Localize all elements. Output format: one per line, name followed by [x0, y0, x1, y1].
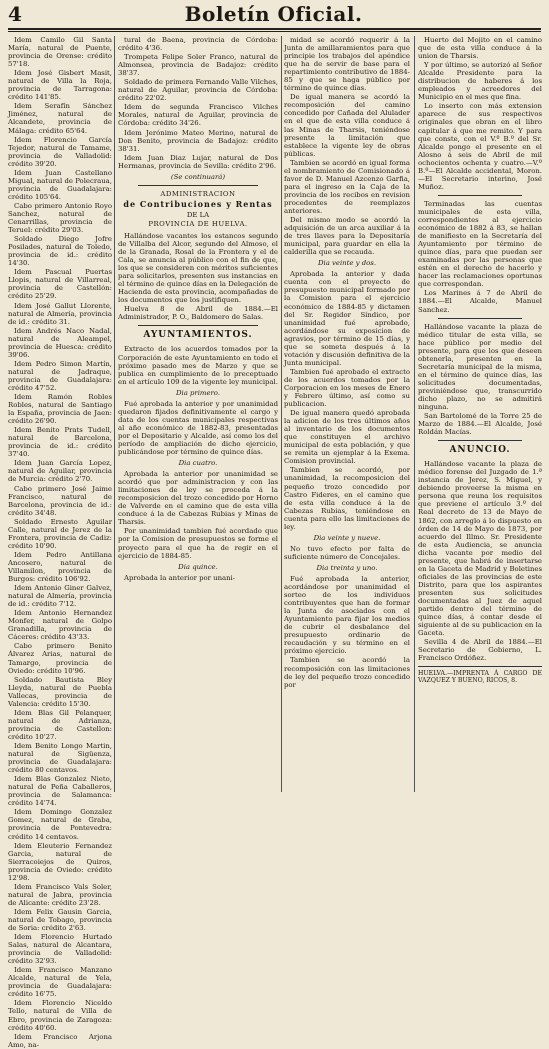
ayuntamientos-intro: Extracto de los acuerdos tomados por la Corporación de este Ayuntamiento en todo el próximo pasado mes de Marzo y que se publica en cumplimiento de lo preceptuado en el artículo 109 de la vigente ley municipal. [118, 345, 278, 386]
paragraph: Aprobada la anterior y dada cuenta con el proyecto de presupuesto municipal formado por la Comision para el ejercicio económico de 1884-85 y dictamen del Sr. Regidor Síndico, por unanimidad fué aprobado, acordándose su exposicion de agravios, por término de 15 días, y que se someta después á la votación y discusión definitiva de la Junta municipal. [284, 270, 410, 367]
day-22-text [284, 270, 410, 531]
list-entry: Cabo primero Antonio Royo Sanchez, natural de Cenarrillas, provincia de Teruel: crédito 29'03. [8, 201, 112, 235]
list-entry: Idem Eleuterio Fernandez Garcia, natural de Sierracoiejos de Quiros, provincia de Oviedo: crédito 12'98. [8, 841, 112, 882]
list-entry: Idem Serafín Sánchez Jiménez, natural de Alcandete, provincia de Málaga: crédito 65'64. [8, 102, 112, 135]
paragraph: Los Marines á 7 de Abril de 1884.—El Alcalde, Manuel Sanchez. [418, 289, 542, 314]
list-entry: Idem Camilo Gil Santa María, natural de Puente, provincia de Orense: crédito 57'18. [8, 36, 112, 69]
list-entry: Soldado Diego Jofre Posilades, natural de Toledo, provincia de id.: crédito 14'30. [8, 235, 112, 268]
list-entry: Soldado Ernesto Aguilar Calle, natural de Jerez de la Frontera, provincia de Cadiz: crédito 10'90. [8, 517, 112, 550]
day-29-text: No tuvo efecto por falta de suficiente número de Concejales. [284, 544, 410, 561]
paragraph: Huerto del Mojito en el camino que de esta villa conduce á la union de Tharsis. [418, 36, 542, 61]
admin-province: PROVINCIA DE HUELVA. [148, 219, 248, 228]
page-number: 4 [8, 2, 22, 26]
day-heading-4: Dia cuatro. [178, 459, 218, 468]
list-entry: tural de Baena, provincia de Córdoba: crédito 4'36. [118, 36, 278, 53]
anuncio-heading: ANUNCIO. [449, 445, 511, 456]
admin-subheading: de Contribuciones y Rentas [123, 198, 273, 209]
list-entry: Idem de segunda Francisco Vilches Morales, natural de Aguilar, provincia de Córdoba: crédito 34'26. [118, 103, 278, 128]
header-rule-thin [8, 31, 541, 32]
los-marines-notice [418, 200, 542, 314]
column-divider [414, 36, 415, 792]
list-entry: Idem Juan Castellano Migual, natural de Polecraua, provincia de Guadalajara: crédito 105'64. [8, 168, 112, 201]
list-entry: Cabo primero Benito Álvarez Arias, natural de Tamargo, provincia de Oviedo: crédito 10'96. [8, 642, 112, 675]
list-entry: Soldado de primera Fernando Valle Vilches, natural de Aguilar, provincia de Córdoba: crédito 22'02. [118, 78, 278, 103]
list-entry: Idem Andrés Naco Nadal, natural de Aleampel, provincia de Huesca: crédito 39'06. [8, 326, 112, 359]
paragraph: Sevilla 4 de Abril de 1884.—El Secretario de Gobierno, L. Francisco Ordóñez. [418, 638, 542, 663]
list-entry: Idem Francisco Manzano Alcalde, natural de Yela, provincia de Guadalajara: crédito 16'75. [8, 966, 112, 999]
list-entry: Idem Benito Prats Tudell, natural de Barcelona, provincia de id.: crédito 37'40. [8, 426, 112, 459]
paragraph: Huelva 8 de Abril de 1884.—El Administrador, P. O., Baldomero de Salas. [118, 305, 278, 322]
day-heading-29: Dia veinte y nueve. [313, 533, 381, 542]
list-entry: Idem Benito Longo Martin, natural de Sigüenza, provincia de Guadalajara: crédito 80 centavos. [8, 741, 112, 775]
section-divider [438, 440, 522, 441]
paragraph: Tambien se acordó la recomposición con las limitaciones de ley del pequeño trozo concedido por [284, 656, 410, 689]
list-entry: Idem Pascual Puertas Llopis, natural de Villarreal, provincia de Castellón: crédito 25'29. [8, 268, 112, 301]
list-entry: Idem Florencio Niceldo Tello, natural de Villa de Ebro, provincia de Zaragoza: crédito 40'60. [8, 999, 112, 1032]
list-entry: Soldado Bautista Bley Lleyda, natural de Puebla Vallecas, provincia de Valencia: crédito 15'30. [8, 675, 112, 708]
list-entry: Idem Ramón Robles Robles, natural de Santiago la España, provincia de Jaen: crédito 26'90. [8, 393, 112, 426]
day-31-text [284, 575, 410, 689]
paragraph: Lo inserto con más extension aparece de sus respectivos originales que obran en el libro capitular á que me remito. Y para que conste, con el V.º B.º del Sr. Alcalde pongo el presente en el Alosno á seis de Abril de mil ochocientos ochenta y cuatro.—V.º B.º—El Alcalde accidental, Moron.—El Secretario interino, José Muñoz. [418, 102, 542, 191]
paragraph: midad se acordó requerir á la Junta de amillaramientos para que principie los trabajos del apéndice que ha de servir de base para el repartimiento contributivo de 1884-85 y que se haga público por término de quince días. [284, 36, 410, 93]
paragraph: Terminadas las cuentas municipales de esta villa, correspondientes al ejercicio económico de 1882 á 83, se hallan de manifiesto en la Secretaría del Ayuntamiento por término de quince días, para que puedan ser examinadas por las personas que estén en el derecho de hacerlo y hacer las reclamaciones oportunas que correspondan. [418, 199, 542, 289]
paragraph: Por unanimidad tambien fué acordado que por la Comision de presupuestos se forme el proyecto para el que ha de regir en el ejercicio de 1884-85. [118, 527, 278, 560]
paragraph: Tambien se acordó en igual forma el nombramiento de Comisionado á favor de D. Manuel Azcenzo Garfia, para el ingreso en la Caja de la provincia de los recibos en revision procedentes de reemplazos anteriores. [284, 158, 410, 215]
admin-heading: ADMINISTRACION [160, 189, 236, 198]
list-entry: Idem Domingo Gonzalez Gomez, natural de Graba, provincia de Pontevedra: crédito 14 centavos. [8, 808, 112, 841]
soldier-list-continued [118, 36, 278, 170]
column-divider [114, 36, 115, 792]
column-divider [281, 36, 282, 792]
list-entry: Cabo primero José Jaime Francisco, natural de Barcelona, provincia de id.: crédito 34'48. [8, 484, 112, 517]
paragraph: Hallándose vacantes los estancos segundo de Villalba del Alcor, segundo del Almoso, el de la Granada, Rosal de la Frontera y el de Cala, se anuncia al público con el fin de que, los que se consideren con méritos suficientes para solicitarlos, presenten sus instancias en el término de quince días en la Delegación de Hacienda de esta provincia, acompañadas de los documentos que los justifiquen. [118, 231, 278, 305]
list-entry: Idem Juan García Lopez, natural de Aguilar, provincia de Murcia: crédito 2'70. [8, 459, 112, 484]
day-heading-22: Dia veinte y dos. [317, 259, 377, 268]
printer-imprint: HUELVA.—IMPRENTA Á CARGO DE VAZQUEZ Y BUENO, RICOS, 8. [418, 666, 542, 684]
paragraph: De igual manera quedó aprobada la adicion de los tres últimos años al inventario de los documentos que constituyen el archivo municipal de esta población, y que se remita un ejemplar á la Exema. Comision provincial. [284, 409, 410, 466]
paragraph: De igual manera se acordó la recomposición del camino concedido por Cañada del Alulader en el que de esta villa conduce á las Minas de Tharsis, teniéndose presente la limitación que establece la vigente ley de obras públicas. [284, 93, 410, 158]
page-title: Boletín Oficial. [184, 2, 363, 26]
list-entry: Idem Francisco Vals Soler, natural de Jabra, provincia de Alicante: crédito 23'28. [8, 882, 112, 907]
list-entry: Idem Juan Diaz Lujar, natural de Dos Hermanas, provincia de Sevilla: crédito 2'96. [118, 153, 278, 170]
day-heading-1: Dia primero. [175, 388, 221, 397]
day-15-text: Aprobada la anterior por unani- [124, 573, 236, 582]
continuation-note: (Se continuará) [170, 172, 226, 181]
paragraph: Hallándose vacante la plaza de médico titular de esta villa, se hace público por medio del presente, para que los que deseen obtenerla, presenten en la Secretaría municipal de la misma, en el término de quince días, las solicitudes documentadas, previniéndose que, transcurrido dicho plazo, no se admitirá ninguna. [418, 322, 542, 412]
paragraph: Fué aprobada la anterior, acordándose por unanimidad el sorteo de los individuos contribuyentes que han de formar la Junta de asociados con el Ayuntamiento para fijar los medios de cubrir el desbalance del presupuesto ordinario de recaudación y su término en el próximo ejercicio. [284, 575, 410, 656]
column-4 [418, 36, 542, 794]
paragraph: Tambien fué aprobado el extracto de los acuerdos tomados por la Corporacion en los meses de Enero y Febrero último, así como su publicacion. [284, 367, 410, 409]
list-entry: Idem Jerónimo Mateo Merino, natural de Don Benito, provincia de Badajoz: crédito 38'31. [118, 128, 278, 153]
admin-subheading-de-la: DE LA [186, 210, 210, 219]
paragraph: Tambien se acordó, por unanimidad, la recomposicion del pequeño trozo concedido por Castro Fideres, en el camino que de esta villa conduce á la de Cabezas Rubias, teniéndose en cuenta para ello las limitaciones de ley. [284, 466, 410, 531]
column-2 [118, 36, 278, 794]
ayuntamientos-heading: AYUNTAMIENTOS. [143, 330, 253, 341]
page-header [6, 2, 541, 28]
paragraph: Hallándose vacante la plaza de médico forense del Juzgado de 1.ª instancia de Jerez, S. Miguel, y debiendo proveerse la misma en persona que reuna los requisitos que previene el artículo 3.º del Real decreto de 13 de Mayo de 1862, con arreglo á lo dispuesto en órden de 14 de Mayo de 1873, por acuerdo del Illmo. Sr. Presidente de esta Audiencia, se anuncia dicha vacante por medio del presente, que habrá de insertarse en la Gaceta de Madrid y Boletines oficiales de las provincias de este Distrito, para que los aspirantes presenten sus solicitudes documentadas al Juez de aquel partido dentro del término de quince días, á contar desde el siguiente al de su publicacion en la Gaceta. [418, 460, 542, 638]
list-entry: Idem Pedro Simon Martín, natural de Jadraque, provincia de Guadalajara: crédito 47'52. [8, 359, 112, 392]
list-entry: Idem Francisco Arjona Amo, na- [8, 1032, 112, 1049]
section-divider [438, 318, 522, 319]
paragraph: Aprobada la anterior por unanimidad se acordó que por administracion y con las limitaciones de ley se proceda á la recomposicion del trozo concedido por Horno de Valverde en el camino que de esta villa conduce á la de Cabezas Rubias y Minas de Tharsis. [118, 470, 278, 527]
day-heading-31: Dia treinta y uno. [316, 563, 378, 572]
section-divider [138, 325, 258, 326]
list-entry: Idem Florencio García Tejedor, natural de Tamame, provincia de Valladolid: crédito 39'20. [8, 135, 112, 168]
paragraph: Y por último, se autorizó al Señor Alcalde Presidente para la distribucion de haberes á los empleados y acreedores del Municipio en el mes que fina. [418, 61, 542, 102]
list-entry: Trompeta Felipe Soler Franco, natural de Almonsea, provincia de Badajoz: crédito 38'37. [118, 53, 278, 78]
day-heading-15: Dia quince. [178, 562, 218, 571]
paragraph: Del mismo modo se acordó la adquisición de un arca auxiliar á la de tres llaves para la Depositaría municipal, para guardar en ella la calderilla que se recauda. [284, 216, 410, 257]
alosno-minutes-end [418, 36, 542, 191]
admin-notice [118, 232, 278, 322]
day-1-text: Fué aprobada la anterior y por unanimidad quedaron fijados definitivamente el cargo y data de los cuentas municipales respectivas al año económico de 1882-83, presentadas por el Depositario y Alcalde, así como los del período de ampliación de dicho ejercicio, publicándose por término de quince días. [118, 399, 278, 457]
day-15-continued [284, 36, 410, 256]
list-entry: Idem José Gallut Llorente, natural de Almería, provincia de id.: crédito 31. [8, 301, 112, 326]
anuncio-text [418, 460, 542, 662]
paragraph: San Bartolomé de la Torre 25 de Marzo de 1884.—El Alcalde, José Roldán Macías. [418, 412, 542, 437]
list-entry: Idem Antonio Giner Galvez, natural de Almería, provincia de id.: crédito 7'12. [8, 584, 112, 609]
list-entry: Idem Blas Gil Pelanquer, natural de Adrianza, provincia de Castellon: crédito 10'27. [8, 708, 112, 741]
section-divider [438, 195, 522, 196]
column-1 [8, 36, 112, 1049]
list-entry: Idem José Gisbert Masit, natural de Villa la Roja, provincia de Tarragona: crédito 141'85. [8, 69, 112, 102]
column-3 [284, 36, 410, 794]
list-entry: Idem Blas Gonzalez Nieto, natural de Peña Caballeros, provincia de Salamanca: crédito 14'74. [8, 775, 112, 808]
san-bartolome-notice [418, 323, 542, 437]
list-entry: Idem Antonio Hernandez Monfer, natural de Golpo Granadilla, provincia de Cáceres: crédito 43'33. [8, 609, 112, 642]
day-4-text [118, 470, 278, 560]
list-entry: Idem Florencio Hurtado Salas, natural de Alcantara, provincia de Valladolid: crédito 32'93. [8, 933, 112, 966]
header-rule [8, 28, 541, 30]
list-entry: Idem Felix Gausin Garcia, natural de Tobago, provincia de Soria: crédito 2'63. [8, 907, 112, 933]
list-entry: Idem Pedro Antillana Ancosero, natural de Villamilon, provincia de Burgos: crédito 106'92. [8, 550, 112, 584]
section-divider [138, 185, 258, 186]
